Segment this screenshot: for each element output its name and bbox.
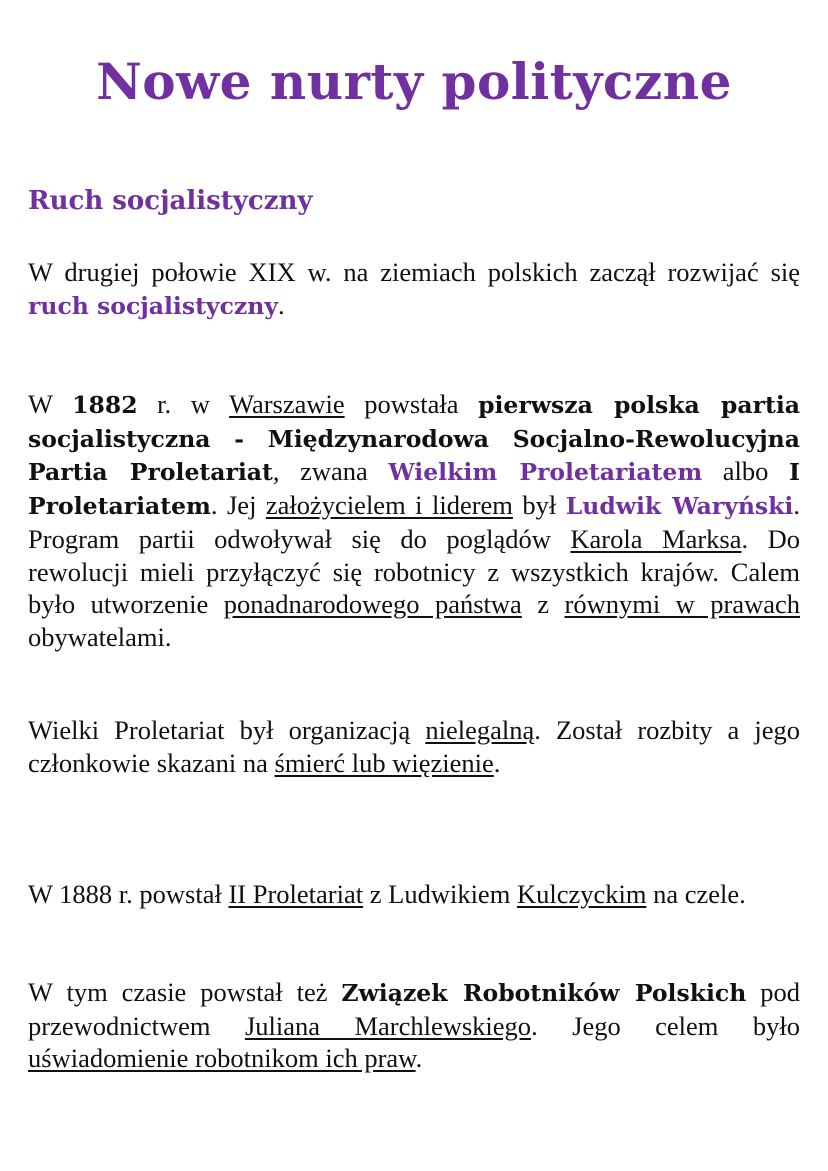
text-span: W drugiej połowie XIX w. na ziemiach polskich zaczął rozwijać się [28,257,800,287]
underlined-term: Kulczyckim [516,879,647,909]
bold-term: I Proletariatem [28,458,800,521]
underlined-term: Juliana Marchlewskiego [244,1010,532,1041]
highlight-term: ruch socjalistyczny [28,291,278,320]
bold-year: 1882 [72,391,138,419]
text-span: . [415,1043,423,1074]
paragraph-proletariat [28,388,800,654]
underlined-term: II Proletariat [228,879,364,909]
text-span: W 1888 r. powstał [28,879,229,909]
text-span: . [493,747,501,778]
underlined-term: założycielem i liderem [265,490,513,521]
text-span: Wielki Proletariat był organizacją [28,715,426,745]
page-title: Nowe nurty polityczne [96,52,732,111]
underlined-term: Karola Marksa [570,523,742,554]
text-span: . Jej [210,490,266,521]
bold-term: Związek Robotników Polskich [341,979,747,1007]
text-span: W [28,389,73,419]
text-span: był [512,490,566,521]
paragraph-workers-union [28,976,800,1075]
text-span: pod przewodnictwem [28,977,800,1041]
bold-term: pierwsza polska partia socjalistyczna - Międzynarodowa Socjalno-Rewolucyjna Partia Proletariat [28,391,800,487]
underlined-term: śmierć lub więzienie [274,747,494,778]
text-span: z Ludwikiem [363,879,517,909]
underlined-term: ponadnarodowego państwa [223,589,522,620]
text-span: r. w [137,389,230,419]
highlight-term: Ludwik Waryński [565,492,794,521]
text-span: , zwana [272,456,389,487]
underlined-term: Warszawie [229,389,345,419]
text-span: z [521,589,565,620]
underlined-term: uświadomienie robotnikom ich praw [28,1043,416,1074]
paragraph-intro [28,256,800,322]
underlined-term: równymi w prawach [564,589,800,620]
text-span: . [277,289,285,320]
text-span: albo [702,456,789,487]
text-span: . Jego celem było [531,1010,800,1041]
text-span: . Został rozbity a jego członkowie skazani na [28,715,800,778]
text-span: W tym czasie powstał też [28,977,342,1007]
highlight-term: Wielkim Proletariatem [388,458,703,487]
text-span: na czele. [646,879,746,909]
text-span: obywatelami. [28,621,172,652]
underlined-term: nielegalną [425,715,535,745]
section-title: Ruch socjalistyczny [28,186,313,216]
paragraph-second-proletariat [28,878,800,911]
text-span: . Do rewolucji mieli przyłączyć się robotnicy z wszystkich krajów. Calem było utworzenie [28,523,800,620]
text-span: . Program partii odwoływał się do poglądów [28,490,800,554]
paragraph-illegal [28,714,800,779]
text-span: powstała [344,389,479,419]
